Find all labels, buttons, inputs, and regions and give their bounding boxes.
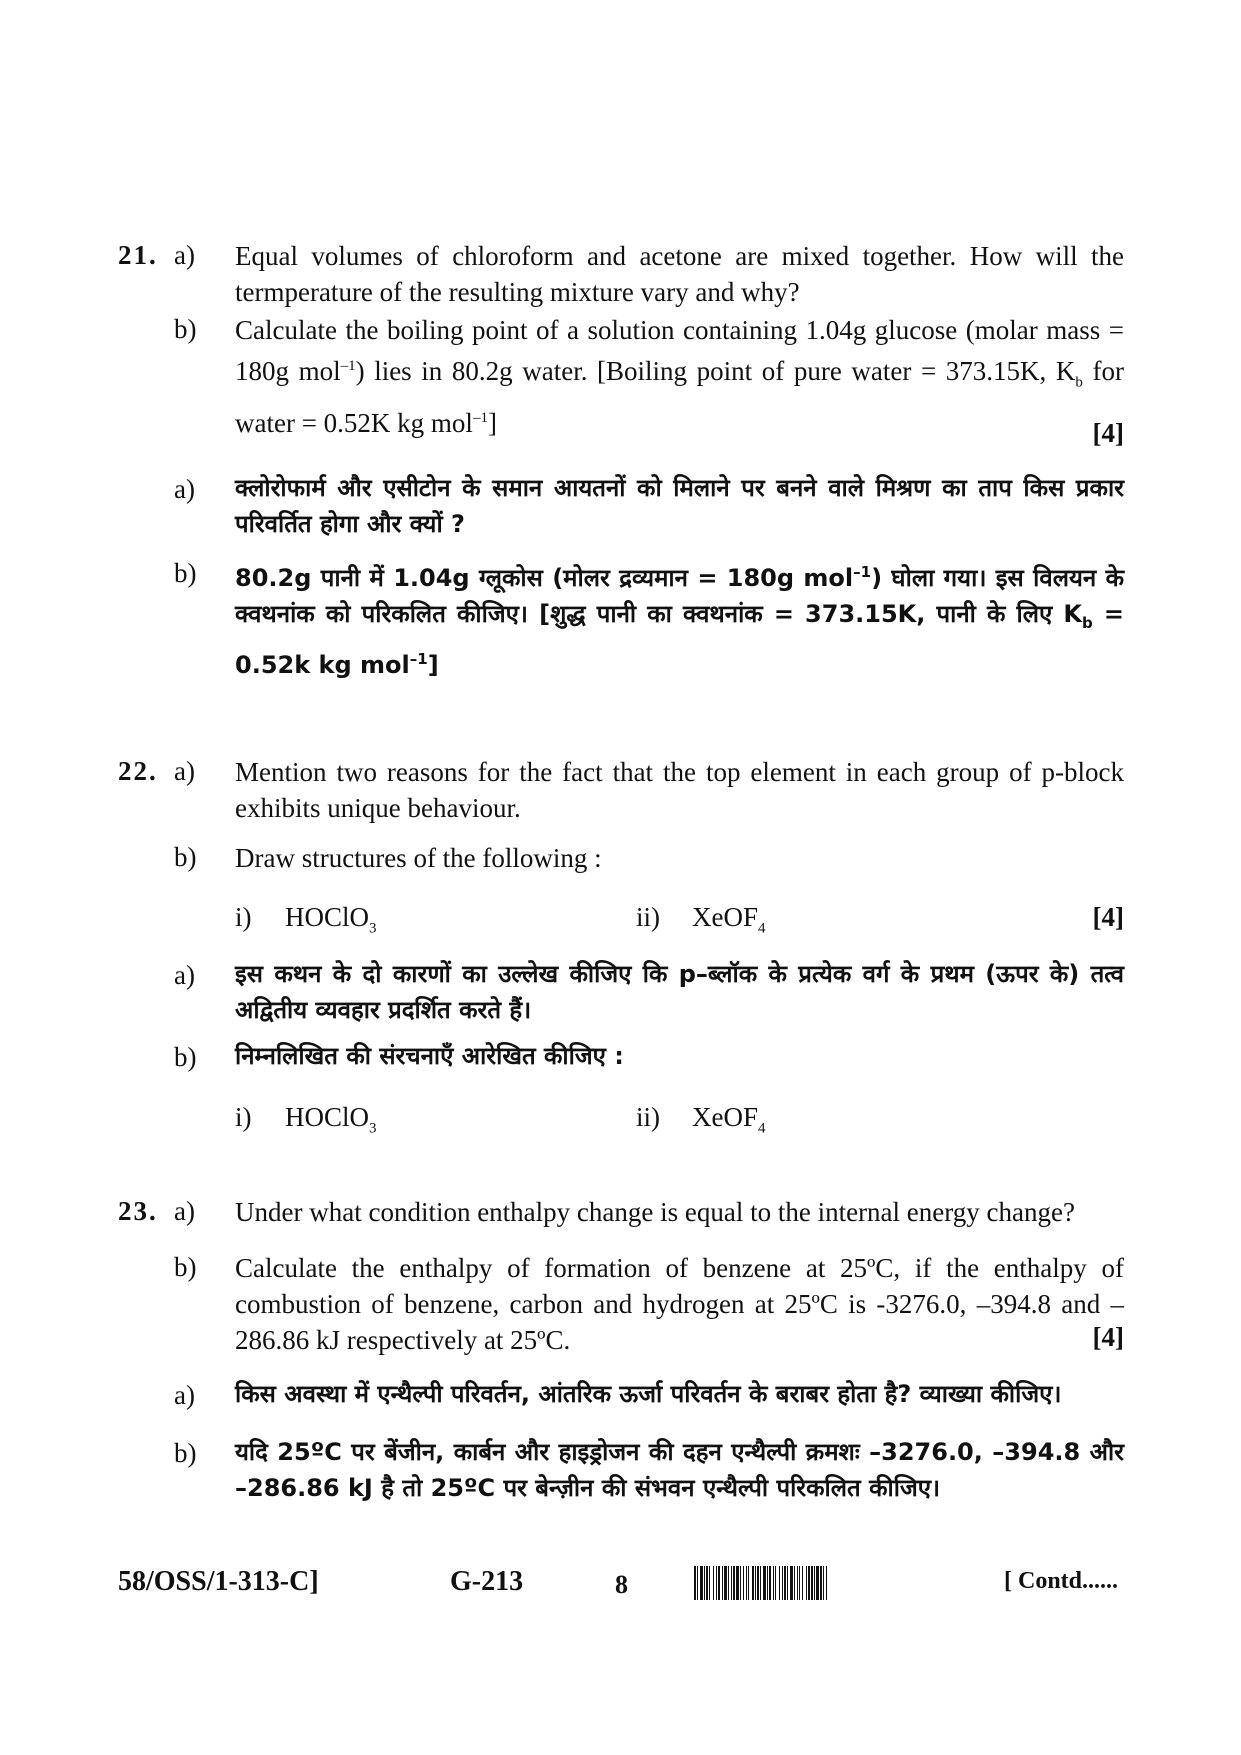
- marks: [4]: [1092, 418, 1124, 448]
- question-number: 23.: [118, 1196, 158, 1226]
- part-label: b): [174, 1252, 197, 1282]
- part-text: Under what condition enthalpy change is equal to the internal energy change?: [235, 1197, 1075, 1227]
- page-number: 8: [615, 1570, 628, 1599]
- part-label: a): [174, 756, 195, 786]
- barcode-gap: [827, 1566, 828, 1600]
- item-label: ii): [636, 902, 660, 932]
- part-text: निम्नलिखित की संरचनाएँ आरेखित कीजिए :: [235, 1042, 624, 1070]
- part-label: b): [174, 558, 197, 588]
- item-label: i): [235, 1102, 252, 1132]
- part-label: b): [174, 1042, 197, 1072]
- continued-label: [ Contd......: [1004, 1568, 1119, 1594]
- part-text: 80.2g पानी में 1.04g ग्लूकोस (मोलर द्रव्यमान = 180g mol$^{-1}$) घोला गया। इस विलयन के क्वथनांक को परिकलित कीजिए। [शुद्ध पानी का क्वथनांक = 373.15K, पानी के लिए $K_b = 0.52k$ kg mol$^{-1}$]: [235, 563, 1125, 679]
- item-label: i): [235, 902, 252, 932]
- part-label: a): [174, 240, 195, 270]
- part-text: Draw structures of the following :: [235, 843, 602, 873]
- part-text: Calculate the enthalpy of formation of benzene at 25ºC, if the enthalpy of combustion of benzene, carbon and hydrogen at 25ºC is -3276.0, –394.8 and –286.86 kJ respectively at 25ºC.: [235, 1253, 1124, 1355]
- formula-hoclo3: HOClO$_3$: [285, 1102, 377, 1137]
- part-label: a): [174, 1196, 195, 1226]
- question-number: 22.: [118, 756, 158, 786]
- part-text: यदि 25ºC पर बेंजीन, कार्बन और हाइड्रोजन की दहन एन्थैल्पी क्रमशः –3276.0, –394.8 और –286.86 kJ है तो 25ºC पर बेन्ज़ीन की संभवन एन्थैल्पी परिकलित कीजिए।: [235, 1438, 1124, 1502]
- part-label: b): [174, 1438, 197, 1468]
- part-label: a): [174, 1380, 195, 1410]
- item-label: ii): [636, 1102, 660, 1132]
- part-text: Mention two reasons for the fact that the top element in each group of p-block exhibits unique behaviour.: [235, 757, 1124, 823]
- part-text: किस अवस्था में एन्थैल्पी परिवर्तन, आंतरिक ऊर्जा परिवर्तन के बराबर होता है? व्याख्या कीजिए।: [235, 1380, 1062, 1408]
- formula-hoclo3: HOClO$_3$: [285, 902, 377, 937]
- part-text: Calculate the boiling point of a solution containing 1.04g glucose (molar mass = 180g mol$^{-1}$) lies in 80.2g water. [Boiling point of pure water = 373.15K, $K_b$ for water = 0.52K kg mol$^{-1}$]: [235, 315, 1124, 439]
- question-number: 21.: [118, 240, 158, 270]
- part-text: इस कथन के दो कारणों का उल्लेख कीजिए कि p–ब्लॉक के प्रत्येक वर्ग के प्रथम (ऊपर के) तत्व अद्वितीय व्यवहार प्रदर्शित करते हैं।: [235, 960, 1124, 1024]
- part-text: क्लोरोफार्म और एसीटोन के समान आयतनों को मिलाने पर बनने वाले मिश्रण का ताप किस प्रकार परिवर्तित होगा और क्यों ?: [235, 474, 1124, 538]
- marks: [4]: [1092, 1322, 1124, 1352]
- formula-xeof4: XeOF$_4$: [692, 1102, 766, 1137]
- part-label: b): [174, 314, 197, 344]
- part-label: b): [174, 842, 197, 872]
- part-label: a): [174, 474, 195, 504]
- paper-code: 58/OSS/1-313-C]: [118, 1566, 319, 1597]
- part-text: Equal volumes of chloroform and acetone are mixed together. How will the termperature of the resulting mixture vary and why?: [235, 241, 1124, 307]
- series-code: G-213: [450, 1566, 524, 1597]
- barcode-image: [694, 1566, 964, 1600]
- part-label: a): [174, 960, 195, 990]
- formula-xeof4: XeOF$_4$: [692, 902, 766, 937]
- marks: [4]: [1092, 902, 1124, 932]
